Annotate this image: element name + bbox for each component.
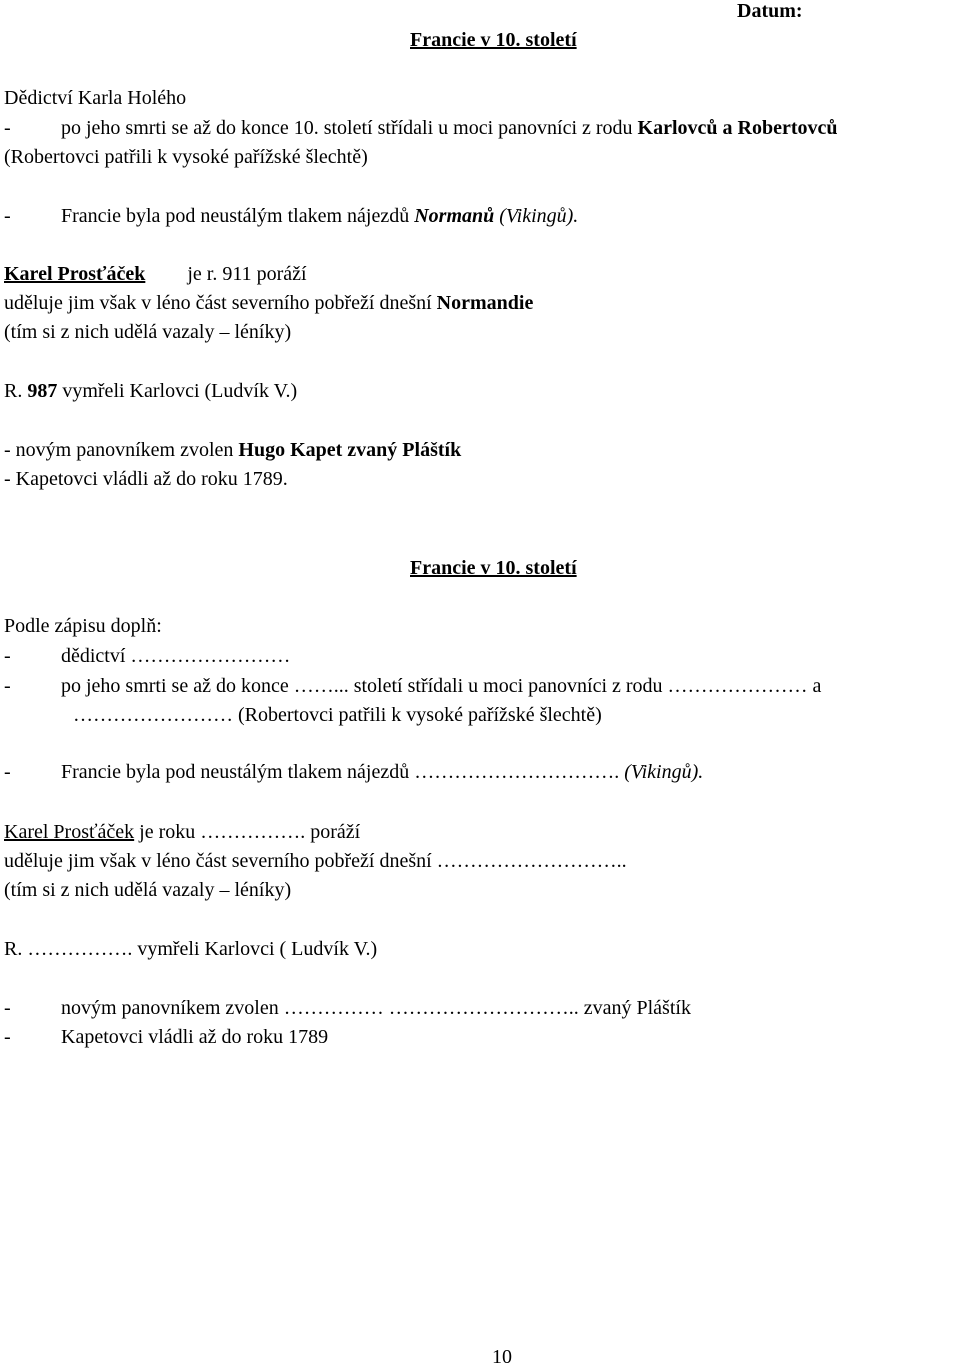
year-987-post: vymřeli Karlovci (Ludvík V.) (57, 380, 298, 402)
worksheet-instruction: Podle zápisu doplň: (4, 615, 162, 637)
worksheet-line-9-text: novým panovníkem zvolen …………… ……………………….. zvaný Pláštík (61, 997, 691, 1019)
notes-line-3-pre: Francie byla pod neustálým tlakem nájezdů (61, 205, 415, 227)
hugo-pre: - novým panovníkem zvolen (4, 439, 239, 461)
notes-year-987 (4, 381, 297, 401)
hugo-bold: Hugo Kapet zvaný Pláštík (238, 439, 462, 461)
notes-line-3 (4, 206, 578, 226)
notes-line-3-normans: Normanů (414, 205, 495, 227)
worksheet-line-10-text: Kapetovci vládli až do roku 1789 (61, 1026, 329, 1048)
datum-label: Datum: (737, 0, 803, 22)
worksheet-line-1-text: dědictví …………………… (61, 645, 291, 667)
notes-line-2: (Robertovci patřili k vysoké pařížské šlechtě) (4, 146, 368, 168)
worksheet-line-10 (4, 1027, 328, 1047)
notes-kapetovci: - Kapetovci vládli až do roku 1789. (4, 468, 288, 490)
bullet-dash: - (4, 645, 11, 667)
worksheet-line-2-text: po jeho smrti se až do konce ……... století střídali u moci panovníci z rodu ………………… a (61, 675, 822, 697)
worksheet-line-1 (4, 646, 290, 666)
bullet-dash: - (4, 675, 11, 697)
bullet-dash: - (4, 117, 11, 139)
notes-hugo (4, 440, 461, 460)
leno-bold: Normandie (436, 292, 534, 314)
year-987-pre: R. (4, 380, 28, 402)
bullet-dash: - (4, 1026, 11, 1048)
notes-heading: Dědictví Karla Holého (4, 87, 187, 109)
karel-rest: je r. 911 poráží (187, 263, 307, 285)
worksheet-line-2 (4, 676, 821, 696)
page-title: Francie v 10. století (410, 29, 577, 51)
notes-vazaly: (tím si z nich udělá vazaly – léníky) (4, 321, 292, 343)
worksheet-line-4-vikings: (Vikingů). (624, 761, 704, 783)
page-number: 10 (492, 1346, 512, 1368)
worksheet-title: Francie v 10. století (410, 557, 577, 579)
worksheet-line-7: (tím si z nich udělá vazaly – léníky) (4, 879, 292, 901)
bullet-dash: - (4, 761, 11, 783)
bullet-dash: - (4, 205, 11, 227)
worksheet-line-8: R. ……………. vymřeli Karlovci ( Ludvík V.) (4, 938, 378, 960)
worksheet-line-9 (4, 998, 691, 1018)
karel-name: Karel Prosťáček (4, 263, 146, 285)
year-987-bold: 987 (27, 380, 58, 402)
notes-line-3-post: (Vikingů). (494, 205, 579, 227)
notes-line-1-bold: Karlovců a Robertovců (637, 117, 838, 139)
worksheet-line-6: uděluje jim však v léno část severního pobřeží dnešní ……………………….. (4, 850, 627, 872)
worksheet-line-3: …………………… (Robertovci patřili k vysoké pařížské šlechtě) (73, 704, 602, 726)
notes-line-1-text: po jeho smrti se až do konce 10. století střídali u moci panovníci z rodu (61, 117, 638, 139)
worksheet-line-5 (4, 822, 360, 842)
notes-leno (4, 293, 533, 313)
notes-karel (4, 264, 307, 284)
worksheet-line-4 (4, 762, 703, 782)
worksheet-karel-name: Karel Prosťáček (4, 821, 135, 843)
notes-line-1 (4, 118, 838, 138)
worksheet-line-4-text: Francie byla pod neustálým tlakem nájezdů …………………………. (61, 761, 625, 783)
leno-pre: uděluje jim však v léno část severního pobřeží dnešní (4, 292, 437, 314)
bullet-dash: - (4, 997, 11, 1019)
worksheet-line-5-text: je roku ……………. poráží (134, 821, 361, 843)
